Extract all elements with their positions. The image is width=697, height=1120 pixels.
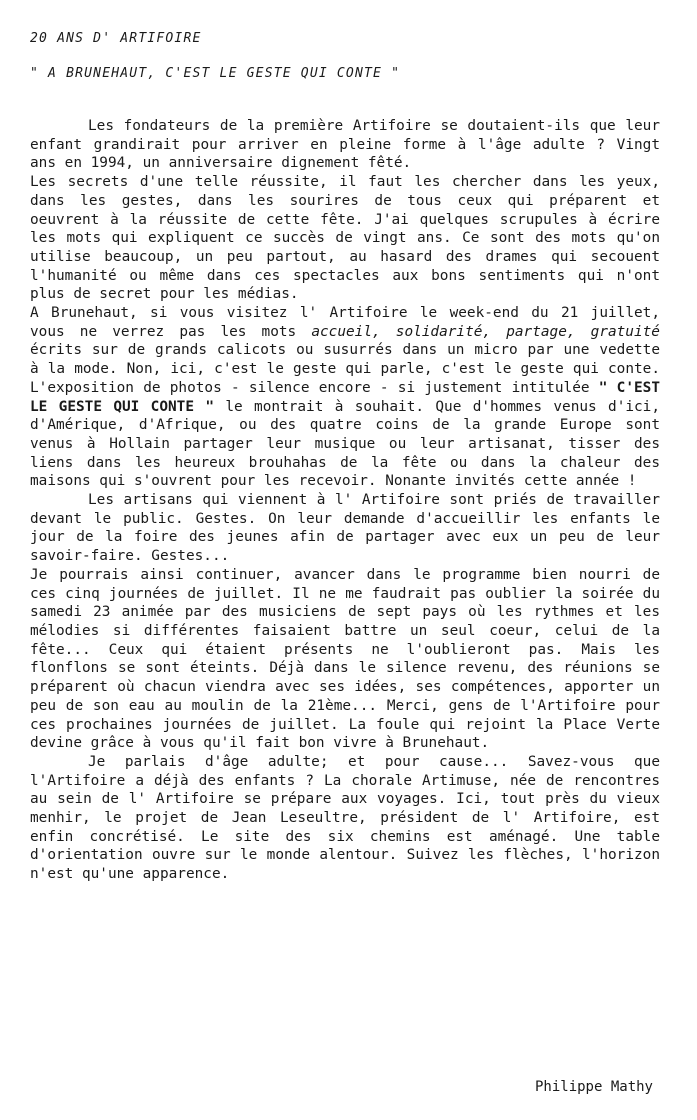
document-subtitle: " A BRUNEHAUT, C'EST LE GESTE QUI CONTE ": [30, 66, 401, 81]
article-body: [30, 117, 660, 884]
paragraph-secrets: Les secrets d'une telle réussite, il faut les chercher dans les yeux, dans les gestes, dans les sourires de tous ceux qui préparent et oeuvrent à la réussite de cette fête. J'ai quelques scrupules à écrire les mots qui expliquent ce succès de vingt ans. Ce sont des mots qu'on utilise beaucoup, un peu partout, au hasard des drames qui secouent l'humanité ou même dans ces spectacles aux bons sentiments qui n'ont plus de secret pour les médias.: [30, 174, 660, 303]
paragraph-text: le montrait à souhait. Que d'hommes venus d'ici, d'Amérique, d'Afrique, ou des quatre coins de la grande Europe sont venus à Hollain partager leur musique ou leur artisanat, tisser des liens dans les heureux brouhahas de la fête ou dans la chaleur des maisons qui s'ouvrent pour les recevoir. Nonante invités cette année !: [30, 398, 661, 490]
paragraph-brunehaut: [30, 304, 660, 491]
paragraph-text: écrits sur de grands calicots ou susurrés dans un micro par une vedette à la mode. Non, ici, c'est le geste qui parle, c'est le geste qui conte. L'exposition de photos - silence encore - si justement intitulée: [30, 342, 660, 396]
document-title: 20 ANS D' ARTIFOIRE: [30, 31, 202, 46]
word-gratuite: gratuité: [590, 323, 660, 340]
author-signature: Philippe Mathy: [534, 1079, 653, 1095]
word-accueil: accueil,: [311, 323, 381, 340]
paragraph-text: A Brunehaut, si vous visitez l' Artifoire le week-end du 21 juillet, vous ne verrez pas les mots: [30, 305, 660, 340]
paragraph-artisans: Les artisans qui viennent à l' Artifoire sont priés de travailler devant le public. Gestes. On leur demande d'accueillir les enfants le jour de la foire des jeunes afin de partager avec eux un peu de leur savoir-faire. Gestes...: [30, 492, 660, 565]
exhibition-title: " C'EST LE GESTE QUI CONTE ": [30, 379, 660, 415]
word-solidarite: solidarité,: [395, 323, 492, 340]
word-partage: partage,: [506, 323, 576, 340]
paragraph-intro: Les fondateurs de la première Artifoire se doutaient-ils que leur enfant grandirait pour arriver en pleine forme à l'âge adulte ? Vingt ans en 1994, un anniversaire dignement fêté.: [30, 118, 660, 172]
paragraph-programme: Je pourrais ainsi continuer, avancer dans le programme bien nourri de ces cinq journées de juillet. Il ne me faudrait pas oublier la soirée du samedi 23 animée par des musiciens de sept pays où les rythmes et les mélodies si différentes faisaient battre un seul coeur, celui de la fête... Ceux qui étaient présents ne l'oublieront pas. Mais les flonflons se sont éteints. Déjà dans le silence revenu, des réunions se préparent où chacun viendra avec ses idées, ses compétences, apporter un peu de son eau au moulin de la 21ème... Merci, gens de l'Artifoire pour ces prochaines journées de juillet. La foule qui rejoint la Place Verte devine grâce à vous qu'il fait bon vivre à Brunehaut.: [30, 566, 660, 752]
paragraph-adulte: Je parlais d'âge adulte; et pour cause... Savez-vous que l'Artifoire a déjà des enfants ? La chorale Artimuse, née de rencontres au sein de l' Artifoire se prépare aux voyages. Ici, tout près du vieux menhir, le projet de Jean Leseultre, président de l' Artifoire, est enfin concrétisé. Le site des six chemins est aménagé. Une table d'orientation ouvre sur le monde alentour. Suivez les flèches, l'horizon n'est qu'une apparence.: [30, 753, 660, 883]
